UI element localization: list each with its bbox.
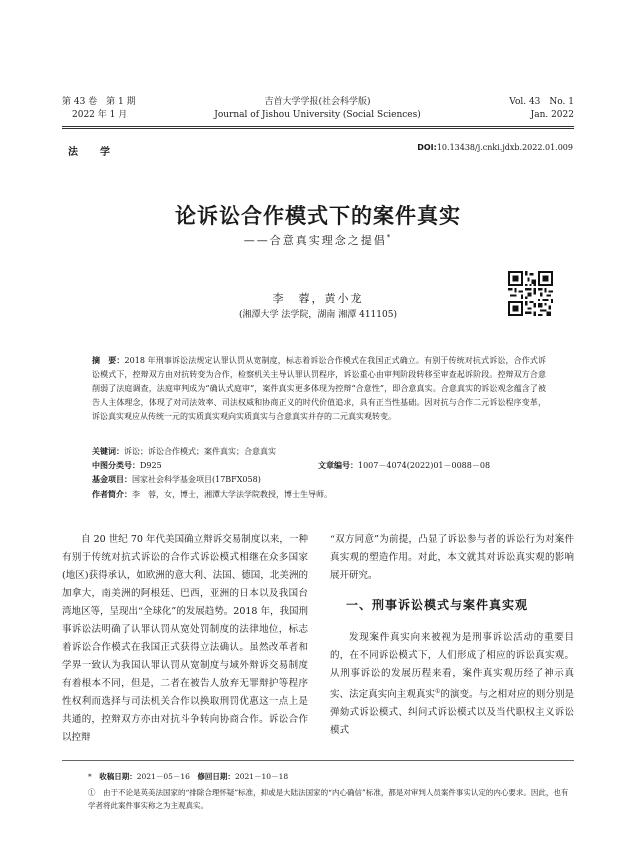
author-bio [92,488,332,501]
star-marker: * [88,772,100,781]
body-column-left [62,531,308,747]
bio-label: 作者简介： [92,490,132,499]
article-number-label: 文章编号： [318,461,358,470]
footnote [88,786,574,812]
article-title: 论诉讼合作模式下的案件真实 [175,204,461,228]
body-paragraph-cont: 的演变。与之相对应的则分别是弹劾式诉讼模式、纠问式诉讼模式以及当代职权主义诉讼模式 [330,689,574,737]
fund [92,473,261,486]
running-header-left [62,96,136,122]
footnote-rule [62,760,574,761]
bio-text: 李 蓉，女，博士，湘潭大学法学院教授，博士生导师。 [132,490,332,499]
doi-value[interactable]: 10.13438/j.cnki.jdxb.2022.01.009 [436,143,573,152]
doi [417,143,573,152]
clc-number [92,459,162,472]
abstract-label: 摘 要： [92,356,125,365]
body-paragraph: 发现案件真实向来被视为是刑事诉讼活动的重要目的，在不同诉讼模式下，人们形成了相应的诉讼真实观。从刑事诉讼的发展历程来看，案件真实观历经了神示真实、法定真实向主观真实 [330,632,574,701]
journal-name-cn: 吉首大学学报(社会科学版) [264,97,371,107]
footnote-ref[interactable]: ① [434,688,441,695]
footnote-marker: ① [88,788,96,797]
received-label: 收稿日期： [99,772,137,781]
section-heading: 一、刑事诉讼模式与案件真实观 [346,598,529,612]
clc-label: 中图分类号： [92,461,140,470]
running-header-center [200,96,435,122]
received-date: 2021－05－16 [136,772,190,781]
revised-date: 2021－10－18 [234,772,289,781]
running-header-right [470,96,574,122]
clc-text: D925 [140,461,162,470]
body-paragraph: “双方同意”为前提，凸显了诉讼参与者的诉讼行为对案件真实观的塑造作用。对此，本文就其对诉讼真实观的影响展开研究。 [330,534,574,581]
article-subtitle [62,232,574,248]
subtitle-text: ——合意真实理念之提倡 [243,234,387,247]
header-rule-top [62,126,574,127]
fund-text: 国家社会科学基金项目(17BFX058) [132,475,261,484]
keywords-label: 关键词： [92,447,124,456]
header-rule-bottom [62,128,574,129]
date-en: Jan. 2022 [530,110,574,120]
article-number-text: 1007－4074(2022)01－0088－08 [358,461,491,470]
doi-label: DOI: [417,143,437,152]
section-label: 法 学 [68,147,116,158]
journal-name-en: Journal of Jishou University (Social Sciences) [214,110,421,120]
keywords-text: 诉讼；诉讼合作模式；案件真实；合意真实 [124,447,276,456]
authors: 李 蓉，黄小龙 [272,292,364,305]
abstract [92,354,546,424]
subtitle-note-mark: * [386,233,393,242]
revised-label: 修回日期： [197,772,235,781]
body-column-right-top [330,531,574,585]
keywords [92,445,546,458]
received-dates [88,770,288,783]
abstract-text: 2018 年刑事诉讼法规定认罪认罚从宽制度，标志着诉讼合作模式在我国正式确立。有别于传统对抗式诉讼，合作式诉讼模式下，控辩双方由对抗转变为合作，检察机关主导认罪认罚程序，诉讼重心由审判阶段转移至审查起诉阶段。控辩双方合意削弱了法庭调查，法庭审判成为“确认式庭审”，案件真实更多体现为控辩“合意性”，即合意真实。合意真实的诉讼观念蕴含了被告人主体理念，体现了对司法效率、司法权威和协商正义的时代价值追求，具有正当性基础。因对抗与合作二元诉讼程序变革，诉讼真实观应从传统一元的实质真实观向实质真实与合意真实并存的二元真实观转变。 [92,356,547,421]
footnote-text: 由于不论是英美法国家的“排除合理怀疑”标准，抑或是大陆法国家的“内心确信”标准，都是对审判人员案件事实认定的内心要求。因此，也有学者将此案件事实称之为主观真实。 [88,788,569,810]
date-cn: 2022 年 1 月 [72,110,128,120]
body-paragraph: 自 20 世纪 70 年代美国确立辩诉交易制度以来，一种有别于传统对抗式诉讼的合作式诉讼模式相继在众多国家(地区)获得承认，如欧洲的意大利、法国、德国，北美洲的加拿大，南美洲的阿根廷、巴西，亚洲的日本以及我国台湾地区等，呈现出“全球化”的发展趋势。2018 年，我国刑事诉讼法明确了认罪认罚从宽处罚制度的法律地位，标志着诉讼合作模式在我国正式获得立法确认。虽然改革者和学界一致认为我国认罪认罚从宽制度与域外辩诉交易制度有着根本不同，但是，二者在被告人放弃无罪辩护等程序性权利而选择与司法机关合作以换取刑罚优惠这一点上是共通的，控辩双方亦由对抗斗争转向协商合作。诉讼合作以控辩 [62,534,308,743]
volume-issue-cn: 第 43 卷 第 1 期 [62,97,136,107]
fund-label: 基金项目： [92,475,132,484]
affiliation: (湘潭大学 法学院，湖南 湘潭 411105) [239,310,397,320]
body-column-right-main [330,629,574,740]
article-number [318,459,490,472]
volume-issue-en: Vol. 43 No. 1 [509,97,574,107]
